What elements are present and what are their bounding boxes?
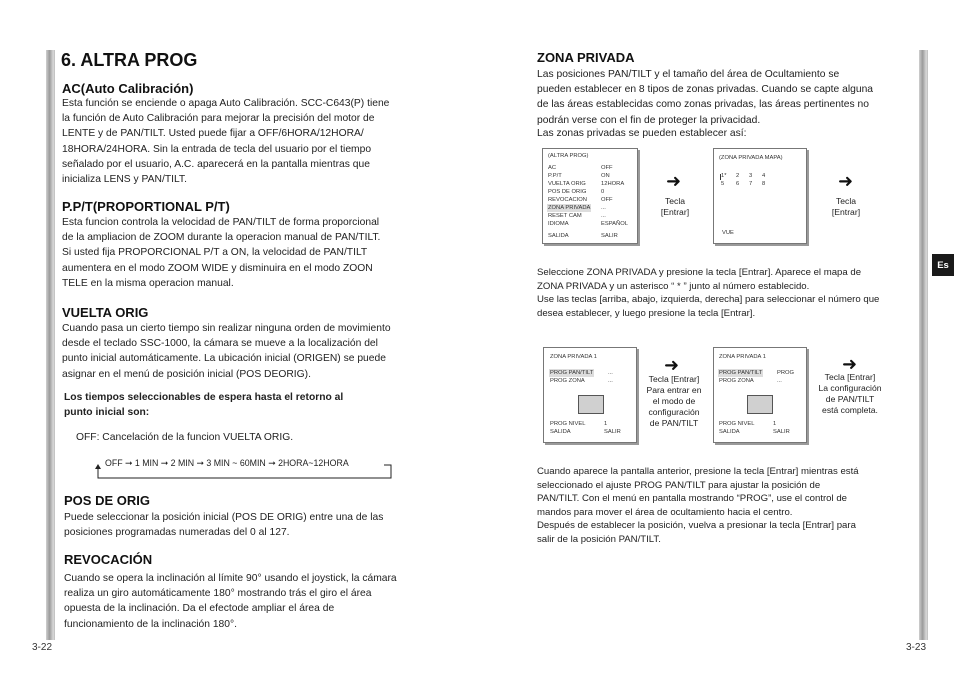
osd-zone-map-screen: [713, 148, 807, 244]
osd-label: PROG ZONA: [550, 378, 585, 384]
osd-value: 1: [604, 421, 608, 427]
pt-heading: P.P/T(PROPORTIONAL P/T): [62, 199, 230, 214]
osd-label-selected: ZONA PRIVADA: [548, 205, 591, 211]
caption-enter-4: Tecla [Entrar] La configuración de PAN/TILT está completa.: [818, 372, 882, 415]
zone-cell: 2: [736, 173, 740, 179]
zone-cell: 5: [721, 181, 725, 187]
section-title: 6. ALTRA PROG: [61, 50, 198, 70]
osd-zone-1-screen: [543, 347, 637, 443]
ac-heading: AC(Auto Calibración): [62, 81, 194, 96]
seq-item-off: OFF: [105, 458, 123, 468]
pd-heading: POS DE ORIG: [64, 493, 150, 508]
rev-text: Cuando se opera la inclinación al límite 90° usando el joystick, la cámara realiza un giro automáticamente 180° mostrando trás el giro el área opuesta de la inclinación. Da el efectode ampliar el área de funcionamiento de la inclinación 180°.: [64, 573, 397, 630]
zp-text-2: Las zonas privadas se pueden establecer así:: [537, 128, 747, 139]
vo-heading: VUELTA ORIG: [62, 305, 149, 320]
osd-value: 12HORA: [601, 181, 625, 187]
arrow-right-icon: ➜: [664, 355, 680, 375]
vo-off-note: OFF: Cancelación de la funcion VUELTA ORIG.: [76, 432, 294, 443]
right-binding-bar: [919, 50, 928, 640]
osd-label: POS DE ORIG: [548, 189, 587, 195]
privacy-mask-box: [578, 395, 604, 414]
zone-cell: 8: [762, 181, 766, 187]
vo-bold-note: Los tiempos seleccionables de espera hasta el retorno al punto inicial son:: [64, 392, 344, 418]
osd-zone-1-pan-tilt-screen: [713, 347, 807, 443]
left-binding-bar: [46, 50, 55, 640]
zp-text: Las posiciones PAN/TILT y el tamaño del área de Ocultamiento se pueden establecer en 8 tipos de zonas privadas. Cuando se capte alguna de las áreas establecidas como zonas privadas, las áreas pertinentes no podrán verse con el fin de proteger la privacidad.: [537, 69, 874, 126]
osd-label: PROG NIVEL: [550, 421, 586, 427]
osd-value: OFF: [601, 165, 613, 171]
arrow-right-icon: ➜: [842, 354, 858, 374]
page-number-left: 3-22: [32, 642, 53, 653]
arrow-right-icon: ➜: [838, 171, 854, 191]
osd-label: RESET CAM: [548, 213, 582, 219]
osd-value: OFF: [601, 197, 613, 203]
osd-title: (ALTRA PROG): [548, 153, 589, 159]
osd-value: ...: [608, 378, 613, 384]
osd-footer: VUE: [722, 230, 734, 236]
osd-label: REVOCACION: [548, 197, 587, 203]
caption-enter-3: Tecla [Entrar] Para entrar en el modo de configuración de PAN/TILT: [646, 374, 702, 428]
osd-label: IDIOMA: [548, 221, 569, 227]
rev-heading: REVOCACIÓN: [64, 552, 153, 567]
caption-enter-1: Tecla [Entrar]: [660, 196, 690, 217]
zone-cell-selected: 1*: [721, 173, 727, 179]
osd-label: SALIDA: [548, 233, 569, 239]
arrow-right-icon: ➞: [125, 458, 133, 468]
osd-value: SALIR: [604, 429, 621, 435]
osd-label: P.P/T: [548, 173, 562, 179]
arrow-right-icon: ➜: [666, 171, 682, 191]
osd-value: ...: [601, 205, 606, 211]
page-number-right: 3-23: [906, 642, 927, 653]
vo-text: Cuando pasa un cierto tiempo sin realizar ninguna orden de movimiento desde el teclado SSC-1000, la cámara se mueve a la localización del punto inicial automáticamente. La ubicación inicial (ORIGEN) se puede asignar en el menú de posición inicial (POS DEORIG).: [62, 323, 391, 380]
pan-tilt-instructions: Cuando aparece la pantalla anterior, presione la tecla [Entrar] mientras está seleccionado el ajuste PROG PAN/TILT para ajustar la posición de PAN/TILT. Con el menú en pantalla mostrando “PROG”, use el control de mandos para mover el área de ocultamiento hacia el centro. Después de establecer la posición, vuelva a presionar la tecla [Entrar] para salir de la posición PAN/TILT.: [537, 466, 859, 545]
seq-item-3-60min: 3 MIN ~ 60MIN: [206, 458, 266, 468]
zone-cell: 4: [762, 173, 766, 179]
osd-label: PROG NIVEL: [719, 421, 755, 427]
arrow-right-icon: ➞: [268, 458, 276, 468]
osd-label: VUELTA ORIG: [548, 181, 586, 187]
osd-label: SALIDA: [719, 429, 740, 435]
seq-item-1min: 1 MIN: [134, 458, 159, 468]
osd-label: SALIDA: [550, 429, 571, 435]
loop-back-line: [95, 460, 400, 482]
osd-value: SALIR: [601, 233, 618, 239]
osd-value: ...: [608, 370, 613, 376]
osd-altra-prog-screen: [542, 148, 638, 244]
seq-item-2min: 2 MIN: [170, 458, 195, 468]
arrow-right-icon: ➞: [196, 458, 204, 468]
pd-text: Puede seleccionar la posición inicial (POS DE ORIG) entre una de las posiciones programadas numeradas del 0 al 127.: [64, 512, 384, 539]
caption-enter-2: Tecla [Entrar]: [831, 196, 861, 217]
osd-value: 1: [773, 421, 777, 427]
osd-row-selected: PROG PAN/TILT: [550, 370, 594, 376]
seq-item-2-12hora: 2HORA~12HORA: [278, 458, 349, 468]
arrow-right-icon: ➞: [160, 458, 169, 468]
osd-value: ON: [601, 173, 610, 179]
osd-value: 0: [601, 189, 605, 195]
osd-label: AC: [548, 165, 557, 171]
osd-value: ...: [777, 378, 782, 384]
ac-text: Esta función se enciende o apaga Auto Calibración. SCC-C643(P) tiene la función de Auto Calibración para mejorar la precisión del motor de LENTE y de PAN/TILT. Usted puede fijar a OFF/6HORA/12HORA/ 18HORA/24HORA. Sin la entrada de tecla del usuario por el tiempo señalado por el usuario, A.C. aparecerá en la pantalla mientras que inicializa LENS y PAN/TILT.: [62, 98, 390, 186]
osd-title: ZONA PRIVADA 1: [719, 354, 766, 360]
zp-heading: ZONA PRIVADA: [537, 50, 635, 65]
zone-cell: 3: [749, 173, 753, 179]
zone-cursor: [720, 174, 721, 180]
osd-title: ZONA PRIVADA 1: [550, 354, 597, 360]
zone-cell: 7: [749, 181, 753, 187]
osd-title: (ZONA PRIVADA MAPA): [719, 155, 783, 161]
osd-value: SALIR: [773, 429, 790, 435]
osd-value: ...: [601, 213, 606, 219]
privacy-mask-box: [747, 395, 773, 414]
zone-select-instructions: Seleccione ZONA PRIVADA y presione la tecla [Entrar]. Aparece el mapa de ZONA PRIVADA y un asterisco “ * ” junto al número establecido. Use las teclas [arriba, abajo, izquierda, derecha] para seleccionar el número que desea establecer, y luego presione la tecla [Entrar].: [537, 267, 880, 319]
osd-row-selected: PROG PAN/TILT: [719, 370, 763, 376]
osd-value: ESPAÑOL: [601, 221, 628, 227]
zone-cell: 6: [736, 181, 740, 187]
osd-label: PROG ZONA: [719, 378, 754, 384]
pt-text: Esta funcion controla la velocidad de PAN/TILT de forma proporcional de la ampliacion de ZOOM durante la operacion manual de PAN/TILT. Si usted fija PROPORCIONAL P/T a ON, la velocidad de PAN/TILT aumentera en el modo ZOOM WIDE y disminuira en el modo ZOON TELE en la misma operacion manual.: [62, 217, 381, 289]
language-tab: Es: [932, 254, 954, 276]
osd-value: PROG: [777, 370, 795, 376]
